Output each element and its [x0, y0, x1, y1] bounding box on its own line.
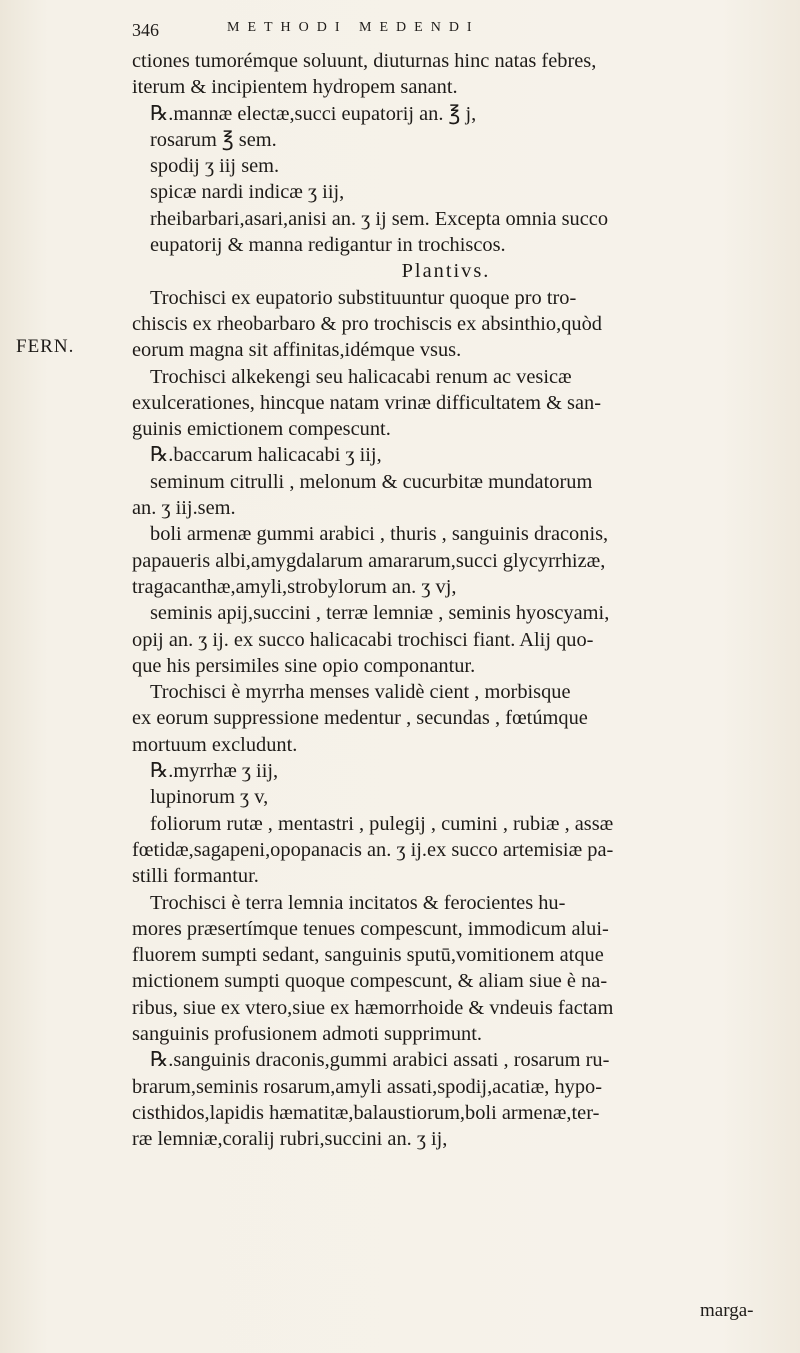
recipe-line: ℞.myrrhæ ʒ iij,	[150, 760, 279, 783]
running-head: METHODI MEDENDI	[227, 20, 480, 35]
text-line: mores præsertímque tenues compescunt, immodicum alui-	[132, 917, 609, 940]
text-line: mortuum excludunt.	[132, 733, 298, 756]
recipe-line: tragacanthæ,amyli,strobylorum an. ʒ vj,	[132, 575, 457, 598]
text-line: eorum magna sit affinitas,idémque vsus.	[132, 339, 462, 362]
recipe-line: fœtidæ,sagapeni,opopanacis an. ʒ ij.ex succo artemisiæ pa-	[132, 838, 614, 861]
text-line: ribus, siue ex vtero,siue ex hæmorrhoide & vndeuis factam	[132, 996, 614, 1019]
text-line: iterum & incipientem hydropem sanant.	[132, 76, 458, 99]
recipe-line: lupinorum ʒ v,	[150, 786, 269, 809]
recipe-line: que his persimiles sine opio componantur.	[132, 654, 476, 677]
catchword: marga-	[700, 1300, 754, 1321]
margin-note: FERN.	[16, 336, 75, 357]
recipe-line: ℞.mannæ electæ,succi eupatorij an. ℥ j,	[150, 102, 477, 125]
recipe-line: spicæ nardi indicæ ʒ iij,	[150, 181, 345, 204]
recipe-line: ℞.sanguinis draconis,gummi arabici assati , rosarum ru-	[150, 1049, 610, 1072]
text-line: guinis emictionem compescunt.	[132, 418, 391, 441]
text-line: sanguinis profusionem admoti supprimunt.	[132, 1022, 483, 1045]
recipe-line: seminis apij,succini , terræ lemniæ , seminis hyoscyami,	[150, 602, 610, 625]
recipe-line: ræ lemniæ,coralij rubri,succini an. ʒ ij,	[132, 1128, 448, 1151]
recipe-line: papaueris albi,amygdalarum amararum,succi glycyrrhizæ,	[132, 549, 606, 572]
recipe-line: foliorum rutæ , mentastri , pulegij , cumini , rubiæ , assæ	[150, 812, 614, 835]
text-line: chiscis ex rheobarbaro & pro trochiscis ex absinthio,quòd	[132, 312, 603, 335]
recipe-line: an. ʒ iij.sem.	[132, 497, 236, 520]
text-line: ex eorum suppressione medentur , secundas , fœtúmque	[132, 707, 588, 730]
recipe-line: eupatorij & manna redigantur in trochiscos.	[150, 234, 506, 257]
text-line: mictionem sumpti quoque compescunt, & aliam siue è na-	[132, 970, 608, 993]
text-line: Trochisci alkekengi seu halicacabi renum ac vesicæ	[150, 365, 572, 388]
body-text	[132, 48, 760, 1152]
recipe-line: stilli formantur.	[132, 865, 259, 888]
recipe-line: rheibarbari,asari,anisi an. ʒ ij sem. Excepta omnia succo	[150, 207, 609, 230]
recipe-line: cisthidos,lapidis hæmatitæ,balaustiorum,boli armenæ,ter-	[132, 1101, 600, 1124]
text-line: Trochisci ex eupatorio substituuntur quoque pro tro-	[150, 286, 577, 309]
page-number: 346	[132, 20, 159, 40]
text-line: fluorem sumpti sedant, sanguinis sputū,vomitionem atque	[132, 944, 604, 967]
recipe-line: spodij ʒ iij sem.	[150, 155, 280, 178]
recipe-line: brarum,seminis rosarum,amyli assati,spodij,acatiæ, hypo-	[132, 1075, 603, 1098]
text-line: ctiones tumorémque soluunt, diuturnas hinc natas febres,	[132, 50, 597, 72]
text-line: Trochisci è terra lemnia incitatos & ferocientes hu-	[150, 891, 566, 914]
recipe-line: opij an. ʒ ij. ex succo halicacabi trochisci fiant. Alij quo-	[132, 628, 594, 651]
text-line: exulcerationes, hincque natam vrinæ difficultatem & san-	[132, 391, 602, 414]
recipe-line: ℞.baccarum halicacabi ʒ iij,	[150, 444, 382, 467]
recipe-line: rosarum ℥ sem.	[150, 128, 277, 151]
text-line: Trochisci è myrrha menses validè cient , morbisque	[150, 681, 571, 704]
recipe-line: seminum citrulli , melonum & cucurbitæ mundatorum	[150, 470, 593, 493]
recipe-line: boli armenæ gummi arabici , thuris , sanguinis draconis,	[150, 523, 609, 546]
section-heading: Plantivs.	[401, 260, 491, 283]
